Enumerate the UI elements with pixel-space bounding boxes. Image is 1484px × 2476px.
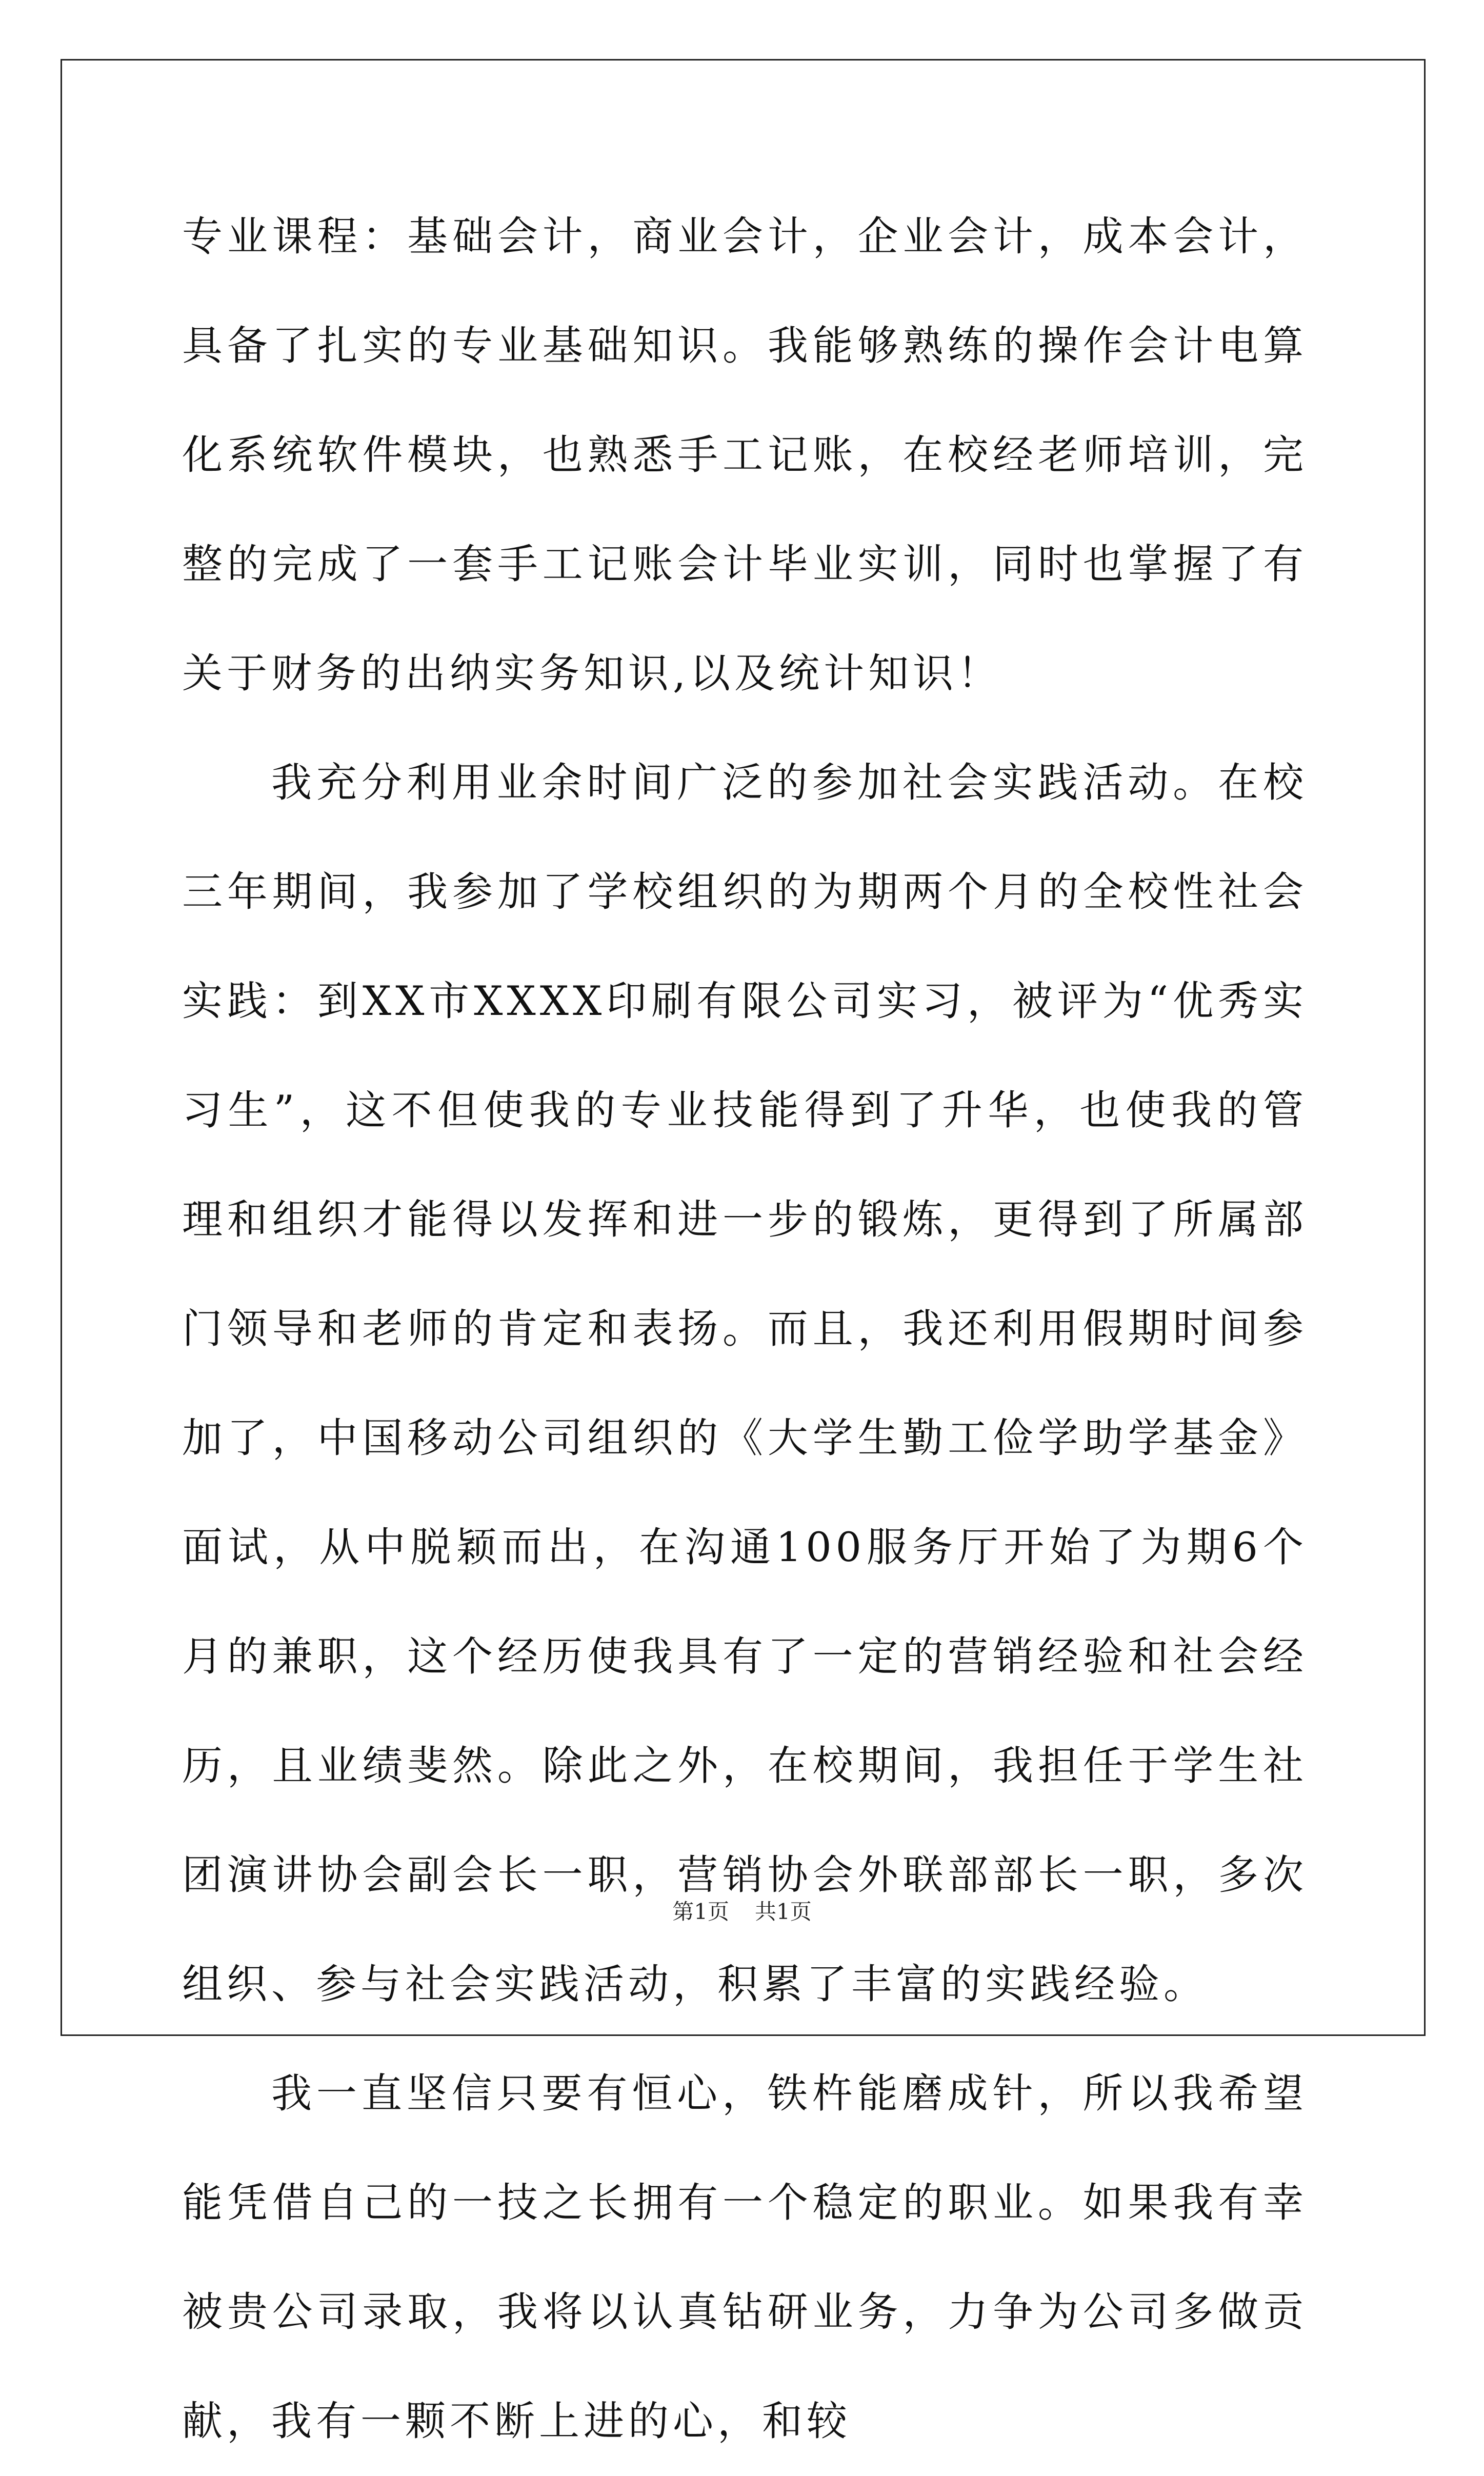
page-total: 共1页 — [755, 1899, 812, 1924]
page-footer — [0, 1896, 1484, 1927]
paragraph-courses: 专业课程：基础会计，商业会计，企业会计，成本会计，具备了扎实的专业基础知识。我能够熟练的操作会计电算化系统软件模块，也熟悉手工记账，在校经老师培训，完整的完成了一套手工记账会计毕业实训，同时也掌握了有关于财务的出纳实务知识,以及统计知识！ — [182, 213, 1308, 697]
paragraph-aspiration: 我一直坚信只要有恒心，铁杵能磨成针，所以我希望能凭借自己的一技之长拥有一个稳定的职业。如果我有幸被贵公司录取，我将以认真钻研业务，力争为公司多做贡献，我有一颗不断上进的心，和较 — [182, 2070, 1308, 2445]
document-body — [182, 182, 1308, 2476]
page-number: 第1页 — [672, 1899, 729, 1924]
paragraph-practice: 我充分利用业余时间广泛的参加社会实践活动。在校三年期间，我参加了学校组织的为期两个月的全校性社会实践：到XX市XXXX印刷有限公司实习，被评为“优秀实习生”，这不但使我的专业技能得到了升华，也使我的管理和组织才能得以发挥和进一步的锻炼，更得到了所属部门领导和老师的肯定和表扬。而且，我还利用假期时间参加了，中国移动公司组织的《大学生勤工俭学助学基金》面试，从中脱颖而出，在沟通100服务厅开始了为期6个月的兼职，这个经历使我具有了一定的营销经验和社会经历，且业绩斐然。除此之外，在校期间，我担任于学生社团演讲协会副会长一职，营销协会外联部部长一职，多次组织、参与社会实践活动，积累了丰富的实践经验。 — [182, 759, 1308, 2008]
